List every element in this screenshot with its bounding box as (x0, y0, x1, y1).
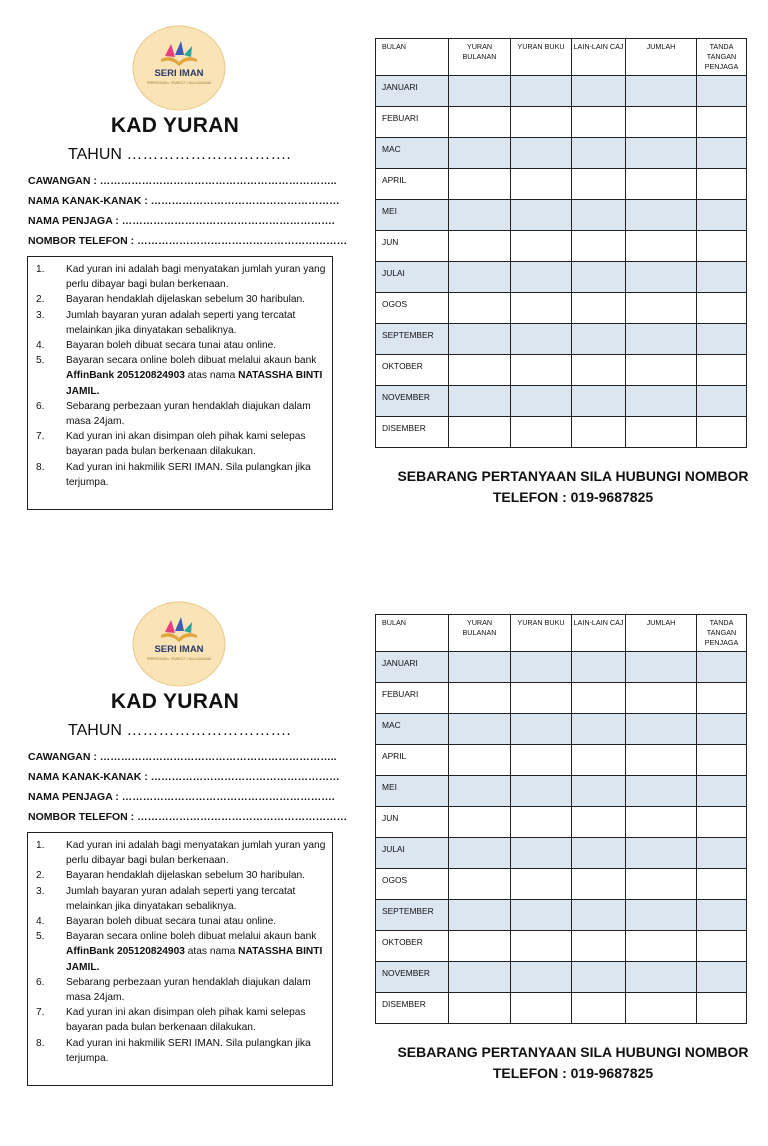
monthly-fee-cell[interactable] (449, 355, 511, 386)
month-label: NOVEMBER (376, 962, 449, 993)
other-charges-cell[interactable] (572, 869, 626, 900)
term-item: 8. Kad yuran ini hakmilik SERI IMAN. Sila pulangkan jika terjumpa. (36, 1037, 311, 1064)
month-label: JANUARI (376, 652, 449, 683)
svg-text:PERFEKSION • TEMBOCT • NILAI B: PERFEKSION • TEMBOCT • NILAI BAGAMA (146, 657, 212, 661)
signature-cell[interactable] (697, 869, 747, 900)
book-fee-cell[interactable] (511, 993, 572, 1024)
book-fee-cell[interactable] (511, 745, 572, 776)
signature-cell[interactable] (697, 807, 747, 838)
signature-cell[interactable] (697, 900, 747, 931)
monthly-fee-cell[interactable] (449, 76, 511, 107)
contact-phone: TELEFON : 019-9687825 (492, 1065, 654, 1081)
month-row (376, 386, 747, 417)
total-cell[interactable] (626, 386, 697, 417)
month-label: FEBUARI (376, 107, 449, 138)
signature-cell[interactable] (697, 417, 747, 448)
term-item: 6. Sebarang perbezaan yuran hendaklah diajukan dalam masa 24jam. (36, 400, 311, 428)
month-row (376, 993, 747, 1024)
book-fee-cell[interactable] (511, 417, 572, 448)
other-charges-cell[interactable] (572, 200, 626, 231)
total-cell[interactable] (626, 231, 697, 262)
other-charges-cell[interactable] (572, 838, 626, 869)
month-row (376, 838, 747, 869)
month-row (376, 962, 747, 993)
total-cell[interactable] (626, 745, 697, 776)
total-cell[interactable] (626, 993, 697, 1024)
term-item: 1. Kad yuran ini adalah bagi menyatakan jumlah yuran yang perlu dibayar bagi bulan berkenaan. (36, 264, 326, 291)
seri-iman-logo (131, 600, 227, 688)
month-label: DISEMBER (376, 993, 449, 1024)
book-fee-cell[interactable] (511, 76, 572, 107)
total-cell[interactable] (626, 293, 697, 324)
total-cell[interactable] (626, 683, 697, 714)
book-fee-cell[interactable] (511, 900, 572, 931)
other-charges-cell[interactable] (572, 417, 626, 448)
term-item: 6. Sebarang perbezaan yuran hendaklah diajukan dalam masa 24jam. (36, 976, 311, 1004)
monthly-fee-cell[interactable] (449, 807, 511, 838)
total-cell[interactable] (626, 962, 697, 993)
other-charges-cell[interactable] (572, 714, 626, 745)
month-label: MEI (376, 200, 449, 231)
col-book-fee-header: YURAN BUKU (511, 39, 572, 76)
other-charges-cell[interactable] (572, 745, 626, 776)
year-field: TAHUN …………………………. (68, 146, 291, 163)
signature-cell[interactable] (697, 76, 747, 107)
other-charges-cell[interactable] (572, 962, 626, 993)
monthly-fee-cell[interactable] (449, 993, 511, 1024)
seri-iman-logo (131, 24, 227, 112)
monthly-fee-cell[interactable] (449, 714, 511, 745)
student-info-fields (28, 174, 348, 254)
total-cell[interactable] (626, 76, 697, 107)
term-item: 5. Bayaran secara online boleh dibuat melalui akaun bank AffinBank 205120824903 atas nama NATASSHA BINTI JAMIL. (36, 931, 323, 973)
signature-cell[interactable] (697, 324, 747, 355)
terms-box (27, 256, 333, 510)
term-item: 1. Kad yuran ini adalah bagi menyatakan jumlah yuran yang perlu dibayar bagi bulan berkenaan. (36, 840, 326, 867)
month-row (376, 324, 747, 355)
card-title: KAD YURAN (110, 690, 240, 713)
col-month-header: BULAN (376, 39, 449, 76)
month-row (376, 107, 747, 138)
total-cell[interactable] (626, 355, 697, 386)
other-charges-cell[interactable] (572, 355, 626, 386)
month-label: NOVEMBER (376, 386, 449, 417)
signature-cell[interactable] (697, 231, 747, 262)
month-label: JUN (376, 807, 449, 838)
book-fee-cell[interactable] (511, 169, 572, 200)
term-item: 3. Jumlah bayaran yuran adalah seperti yang tercatat melainkan jika dinyatakan sebaliknya. (36, 309, 296, 336)
book-fee-cell[interactable] (511, 200, 572, 231)
monthly-fee-table (375, 38, 747, 448)
book-fee-cell[interactable] (511, 107, 572, 138)
monthly-fee-cell[interactable] (449, 293, 511, 324)
monthly-fee-cell[interactable] (449, 200, 511, 231)
month-label: APRIL (376, 745, 449, 776)
monthly-fee-cell[interactable] (449, 776, 511, 807)
total-cell[interactable] (626, 169, 697, 200)
account-holder: NATASSHA BINTI JAMIL. (66, 370, 323, 397)
other-charges-cell[interactable] (572, 138, 626, 169)
total-cell[interactable] (626, 262, 697, 293)
signature-cell[interactable] (697, 386, 747, 417)
total-cell[interactable] (626, 417, 697, 448)
signature-cell[interactable] (697, 200, 747, 231)
other-charges-cell[interactable] (572, 169, 626, 200)
signature-cell[interactable] (697, 138, 747, 169)
month-row (376, 714, 747, 745)
total-cell[interactable] (626, 931, 697, 962)
signature-cell[interactable] (697, 838, 747, 869)
month-label: OKTOBER (376, 931, 449, 962)
student-info-fields (28, 750, 348, 830)
col-signature-header: TANDA TANGAN PENJAGA (697, 615, 747, 652)
svg-text:PERFEKSION • TEMBOCT • NILAI B: PERFEKSION • TEMBOCT • NILAI BAGAMA (146, 81, 212, 85)
month-row (376, 683, 747, 714)
term-item: 2. Bayaran hendaklah dijelaskan sebelum 30 haribulan. (36, 870, 306, 882)
term-item: 4. Bayaran boleh dibuat secara tunai atau online. (36, 916, 277, 928)
month-label: JUN (376, 231, 449, 262)
book-fee-cell[interactable] (511, 869, 572, 900)
month-label: MAC (376, 714, 449, 745)
book-fee-cell[interactable] (511, 386, 572, 417)
book-fee-cell[interactable] (511, 683, 572, 714)
fee-card-1 (0, 0, 768, 570)
month-label: SEPTEMBER (376, 900, 449, 931)
signature-cell[interactable] (697, 745, 747, 776)
signature-cell[interactable] (697, 169, 747, 200)
total-cell[interactable] (626, 776, 697, 807)
monthly-fee-cell[interactable] (449, 386, 511, 417)
col-monthly-fee-header: YURAN BULANAN (449, 615, 511, 652)
contact-notice: SEBARANG PERTANYAAN SILA HUBUNGI NOMBOR TELEFON : 019-9687825 (378, 466, 768, 508)
monthly-fee-table (375, 614, 747, 1024)
contact-phone: TELEFON : 019-9687825 (492, 489, 654, 505)
total-cell[interactable] (626, 324, 697, 355)
other-charges-cell[interactable] (572, 324, 626, 355)
signature-cell[interactable] (697, 683, 747, 714)
month-row (376, 776, 747, 807)
account-holder: NATASSHA BINTI JAMIL. (66, 946, 323, 973)
month-label: MEI (376, 776, 449, 807)
book-fee-cell[interactable] (511, 231, 572, 262)
term-item: 7. Kad yuran ini akan disimpan oleh pihak kami selepas bayaran pada bulan berkenaan dilakukan. (36, 1007, 306, 1034)
total-cell[interactable] (626, 107, 697, 138)
monthly-fee-cell[interactable] (449, 107, 511, 138)
book-fee-cell[interactable] (511, 931, 572, 962)
other-charges-cell[interactable] (572, 900, 626, 931)
month-row (376, 293, 747, 324)
monthly-fee-cell[interactable] (449, 324, 511, 355)
col-book-fee-header: YURAN BUKU (511, 615, 572, 652)
month-row (376, 900, 747, 931)
book-fee-cell[interactable] (511, 293, 572, 324)
card-title: KAD YURAN (110, 114, 240, 137)
monthly-fee-cell[interactable] (449, 962, 511, 993)
month-label: OKTOBER (376, 355, 449, 386)
child-name-field: NAMA KANAK-KANAK : ……………………………………………… (28, 195, 340, 207)
branch-field: CAWANGAN : ………………………………………………………….. (28, 751, 337, 763)
svg-text:SERI IMAN: SERI IMAN (154, 644, 204, 655)
total-cell[interactable] (626, 838, 697, 869)
monthly-fee-cell[interactable] (449, 869, 511, 900)
month-label: JULAI (376, 838, 449, 869)
book-fee-cell[interactable] (511, 714, 572, 745)
signature-cell[interactable] (697, 652, 747, 683)
total-cell[interactable] (626, 869, 697, 900)
signature-cell[interactable] (697, 293, 747, 324)
col-other-charges-header: LAIN-LAIN CAJ (572, 615, 626, 652)
book-fee-cell[interactable] (511, 807, 572, 838)
guardian-name-field: NAMA PENJAGA : ……………………………………………………. (28, 791, 335, 803)
month-row (376, 262, 747, 293)
month-row (376, 417, 747, 448)
term-item: 7. Kad yuran ini akan disimpan oleh pihak kami selepas bayaran pada bulan berkenaan dilakukan. (36, 431, 306, 458)
book-fee-cell[interactable] (511, 776, 572, 807)
monthly-fee-cell[interactable] (449, 652, 511, 683)
other-charges-cell[interactable] (572, 293, 626, 324)
signature-cell[interactable] (697, 931, 747, 962)
month-row (376, 76, 747, 107)
col-month-header: BULAN (376, 615, 449, 652)
month-row (376, 169, 747, 200)
total-cell[interactable] (626, 652, 697, 683)
other-charges-cell[interactable] (572, 107, 626, 138)
month-label: SEPTEMBER (376, 324, 449, 355)
signature-cell[interactable] (697, 714, 747, 745)
fee-card-2 (0, 576, 768, 1146)
month-row (376, 869, 747, 900)
col-total-header: JUMLAH (626, 615, 697, 652)
term-item: 5. Bayaran secara online boleh dibuat melalui akaun bank AffinBank 205120824903 atas nama NATASSHA BINTI JAMIL. (36, 355, 323, 397)
signature-cell[interactable] (697, 107, 747, 138)
monthly-fee-cell[interactable] (449, 138, 511, 169)
contact-notice: SEBARANG PERTANYAAN SILA HUBUNGI NOMBOR TELEFON : 019-9687825 (378, 1042, 768, 1084)
term-item: 4. Bayaran boleh dibuat secara tunai atau online. (36, 340, 277, 352)
other-charges-cell[interactable] (572, 262, 626, 293)
signature-cell[interactable] (697, 776, 747, 807)
other-charges-cell[interactable] (572, 776, 626, 807)
col-monthly-fee-header: YURAN BULANAN (449, 39, 511, 76)
total-cell[interactable] (626, 714, 697, 745)
month-row (376, 652, 747, 683)
book-fee-cell[interactable] (511, 324, 572, 355)
signature-cell[interactable] (697, 355, 747, 386)
month-label: JULAI (376, 262, 449, 293)
book-fee-cell[interactable] (511, 962, 572, 993)
child-name-field: NAMA KANAK-KANAK : ……………………………………………… (28, 771, 340, 783)
other-charges-cell[interactable] (572, 807, 626, 838)
month-label: FEBUARI (376, 683, 449, 714)
signature-cell[interactable] (697, 262, 747, 293)
bank-account: AffinBank 205120824903 (66, 370, 185, 382)
col-other-charges-header: LAIN-LAIN CAJ (572, 39, 626, 76)
month-row (376, 138, 747, 169)
monthly-fee-cell[interactable] (449, 169, 511, 200)
other-charges-cell[interactable] (572, 931, 626, 962)
total-cell[interactable] (626, 138, 697, 169)
monthly-fee-cell[interactable] (449, 900, 511, 931)
other-charges-cell[interactable] (572, 993, 626, 1024)
other-charges-cell[interactable] (572, 652, 626, 683)
book-fee-cell[interactable] (511, 838, 572, 869)
svg-text:SERI IMAN: SERI IMAN (154, 68, 204, 79)
other-charges-cell[interactable] (572, 683, 626, 714)
book-fee-cell[interactable] (511, 355, 572, 386)
month-label: OGOS (376, 869, 449, 900)
book-fee-cell[interactable] (511, 138, 572, 169)
month-row (376, 231, 747, 262)
term-item: 2. Bayaran hendaklah dijelaskan sebelum 30 haribulan. (36, 294, 306, 306)
monthly-fee-cell[interactable] (449, 417, 511, 448)
guardian-name-field: NAMA PENJAGA : ……………………………………………………. (28, 215, 335, 227)
col-total-header: JUMLAH (626, 39, 697, 76)
total-cell[interactable] (626, 900, 697, 931)
phone-number-field: NOMBOR TELEFON : …………………………………………………… (28, 811, 348, 823)
month-label: OGOS (376, 293, 449, 324)
total-cell[interactable] (626, 807, 697, 838)
month-row (376, 931, 747, 962)
terms-box (27, 832, 333, 1086)
month-row (376, 807, 747, 838)
monthly-fee-cell[interactable] (449, 931, 511, 962)
other-charges-cell[interactable] (572, 76, 626, 107)
month-row (376, 200, 747, 231)
other-charges-cell[interactable] (572, 231, 626, 262)
month-label: DISEMBER (376, 417, 449, 448)
month-label: APRIL (376, 169, 449, 200)
month-row (376, 745, 747, 776)
month-label: JANUARI (376, 76, 449, 107)
book-fee-cell[interactable] (511, 652, 572, 683)
book-fee-cell[interactable] (511, 262, 572, 293)
monthly-fee-cell[interactable] (449, 683, 511, 714)
month-label: MAC (376, 138, 449, 169)
year-field: TAHUN …………………………. (68, 722, 291, 739)
term-item: 3. Jumlah bayaran yuran adalah seperti yang tercatat melainkan jika dinyatakan sebaliknya. (36, 885, 296, 912)
bank-account: AffinBank 205120824903 (66, 946, 185, 958)
monthly-fee-cell[interactable] (449, 745, 511, 776)
monthly-fee-cell[interactable] (449, 262, 511, 293)
branch-field: CAWANGAN : ………………………………………………………….. (28, 175, 337, 187)
col-signature-header: TANDA TANGAN PENJAGA (697, 39, 747, 76)
phone-number-field: NOMBOR TELEFON : …………………………………………………… (28, 235, 348, 247)
signature-cell[interactable] (697, 962, 747, 993)
month-row (376, 355, 747, 386)
signature-cell[interactable] (697, 993, 747, 1024)
total-cell[interactable] (626, 200, 697, 231)
monthly-fee-cell[interactable] (449, 231, 511, 262)
monthly-fee-cell[interactable] (449, 838, 511, 869)
term-item: 8. Kad yuran ini hakmilik SERI IMAN. Sila pulangkan jika terjumpa. (36, 461, 311, 488)
other-charges-cell[interactable] (572, 386, 626, 417)
